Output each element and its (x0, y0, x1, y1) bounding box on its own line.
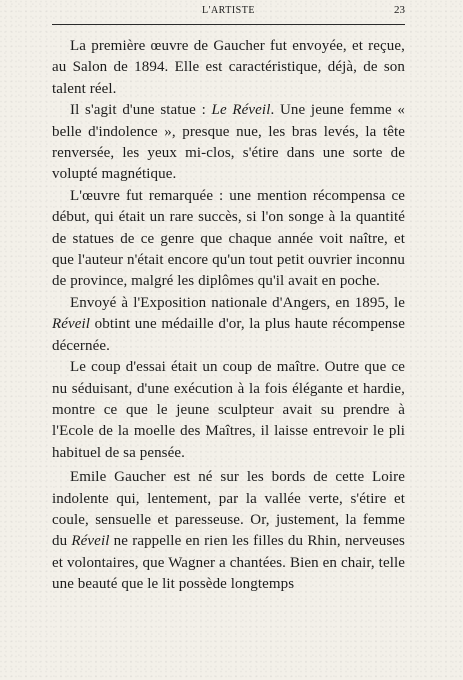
paragraph-4-title-italic: Réveil (52, 316, 91, 333)
paragraph-4-text-a: Envoyé à l'Exposition nationale d'Angers, en 1895, le (70, 294, 405, 311)
paragraph-6-text-b: ne rappelle en rien les filles du Rhin, nerveuses et volontaires, que Wagner a chantées. Bien en chair, telle une beauté que le lit possède longtemps (52, 533, 405, 593)
page-number: 23 (394, 4, 405, 16)
paragraph-2-title-italic: Le Réveil (211, 102, 271, 119)
paragraph-6-text-a: Emile Gaucher est né sur les bords de cette Loire indolente qui, lentement, par la vallée verte, s'étire et coule, sensuelle et paresseuse. Or, justement, la femme du (52, 469, 405, 550)
paragraph-3 (52, 186, 405, 293)
running-header (52, 0, 405, 25)
body-text (52, 36, 405, 596)
paragraph-5 (52, 357, 405, 464)
paragraph-2-text-b: . Une jeune femme « belle d'indolence », presque nue, les bras levés, la tête renversée, les yeux mi-clos, s'étire dans une sorte de volupté magnétique. (52, 102, 405, 183)
paragraph-4-text-b: obtint une médaille d'or, la plus haute récompense décernée. (52, 316, 405, 354)
paragraph-1-text: La première œuvre de Gaucher fut envoyée, et reçue, au Salon de 1894. Elle est caractéristique, déjà, de son talent réel. (52, 38, 405, 97)
running-title: L'ARTISTE (202, 5, 255, 16)
paragraph-2 (52, 100, 405, 186)
paragraph-1 (52, 36, 405, 100)
paragraph-5-text: Le coup d'essai était un coup de maître. Outre que ce nu séduisant, d'une exécution à la fois élégante et hardie, montre ce que le jeune sculpteur avait su prendre à l'Ecole de la moelle des Maîtres, il laisse entrevoir le pli habituel de sa pensée. (52, 359, 405, 461)
paragraph-3-text: L'œuvre fut remarquée : une mention récompensa ce début, qui était un rare succès, si l'on songe à la quantité de statues de ce genre que chaque année voit naître, et que l'auteur n'était encore qu'un tout petit ouvrier inconnu de province, malgré les diplômes qu'il avait en poche. (52, 187, 405, 290)
paragraph-6-title-italic: Réveil (71, 533, 110, 550)
paragraph-6 (52, 467, 405, 595)
paragraph-4 (52, 293, 405, 357)
paragraph-2-text-a: Il s'agit d'une statue : (70, 102, 212, 119)
